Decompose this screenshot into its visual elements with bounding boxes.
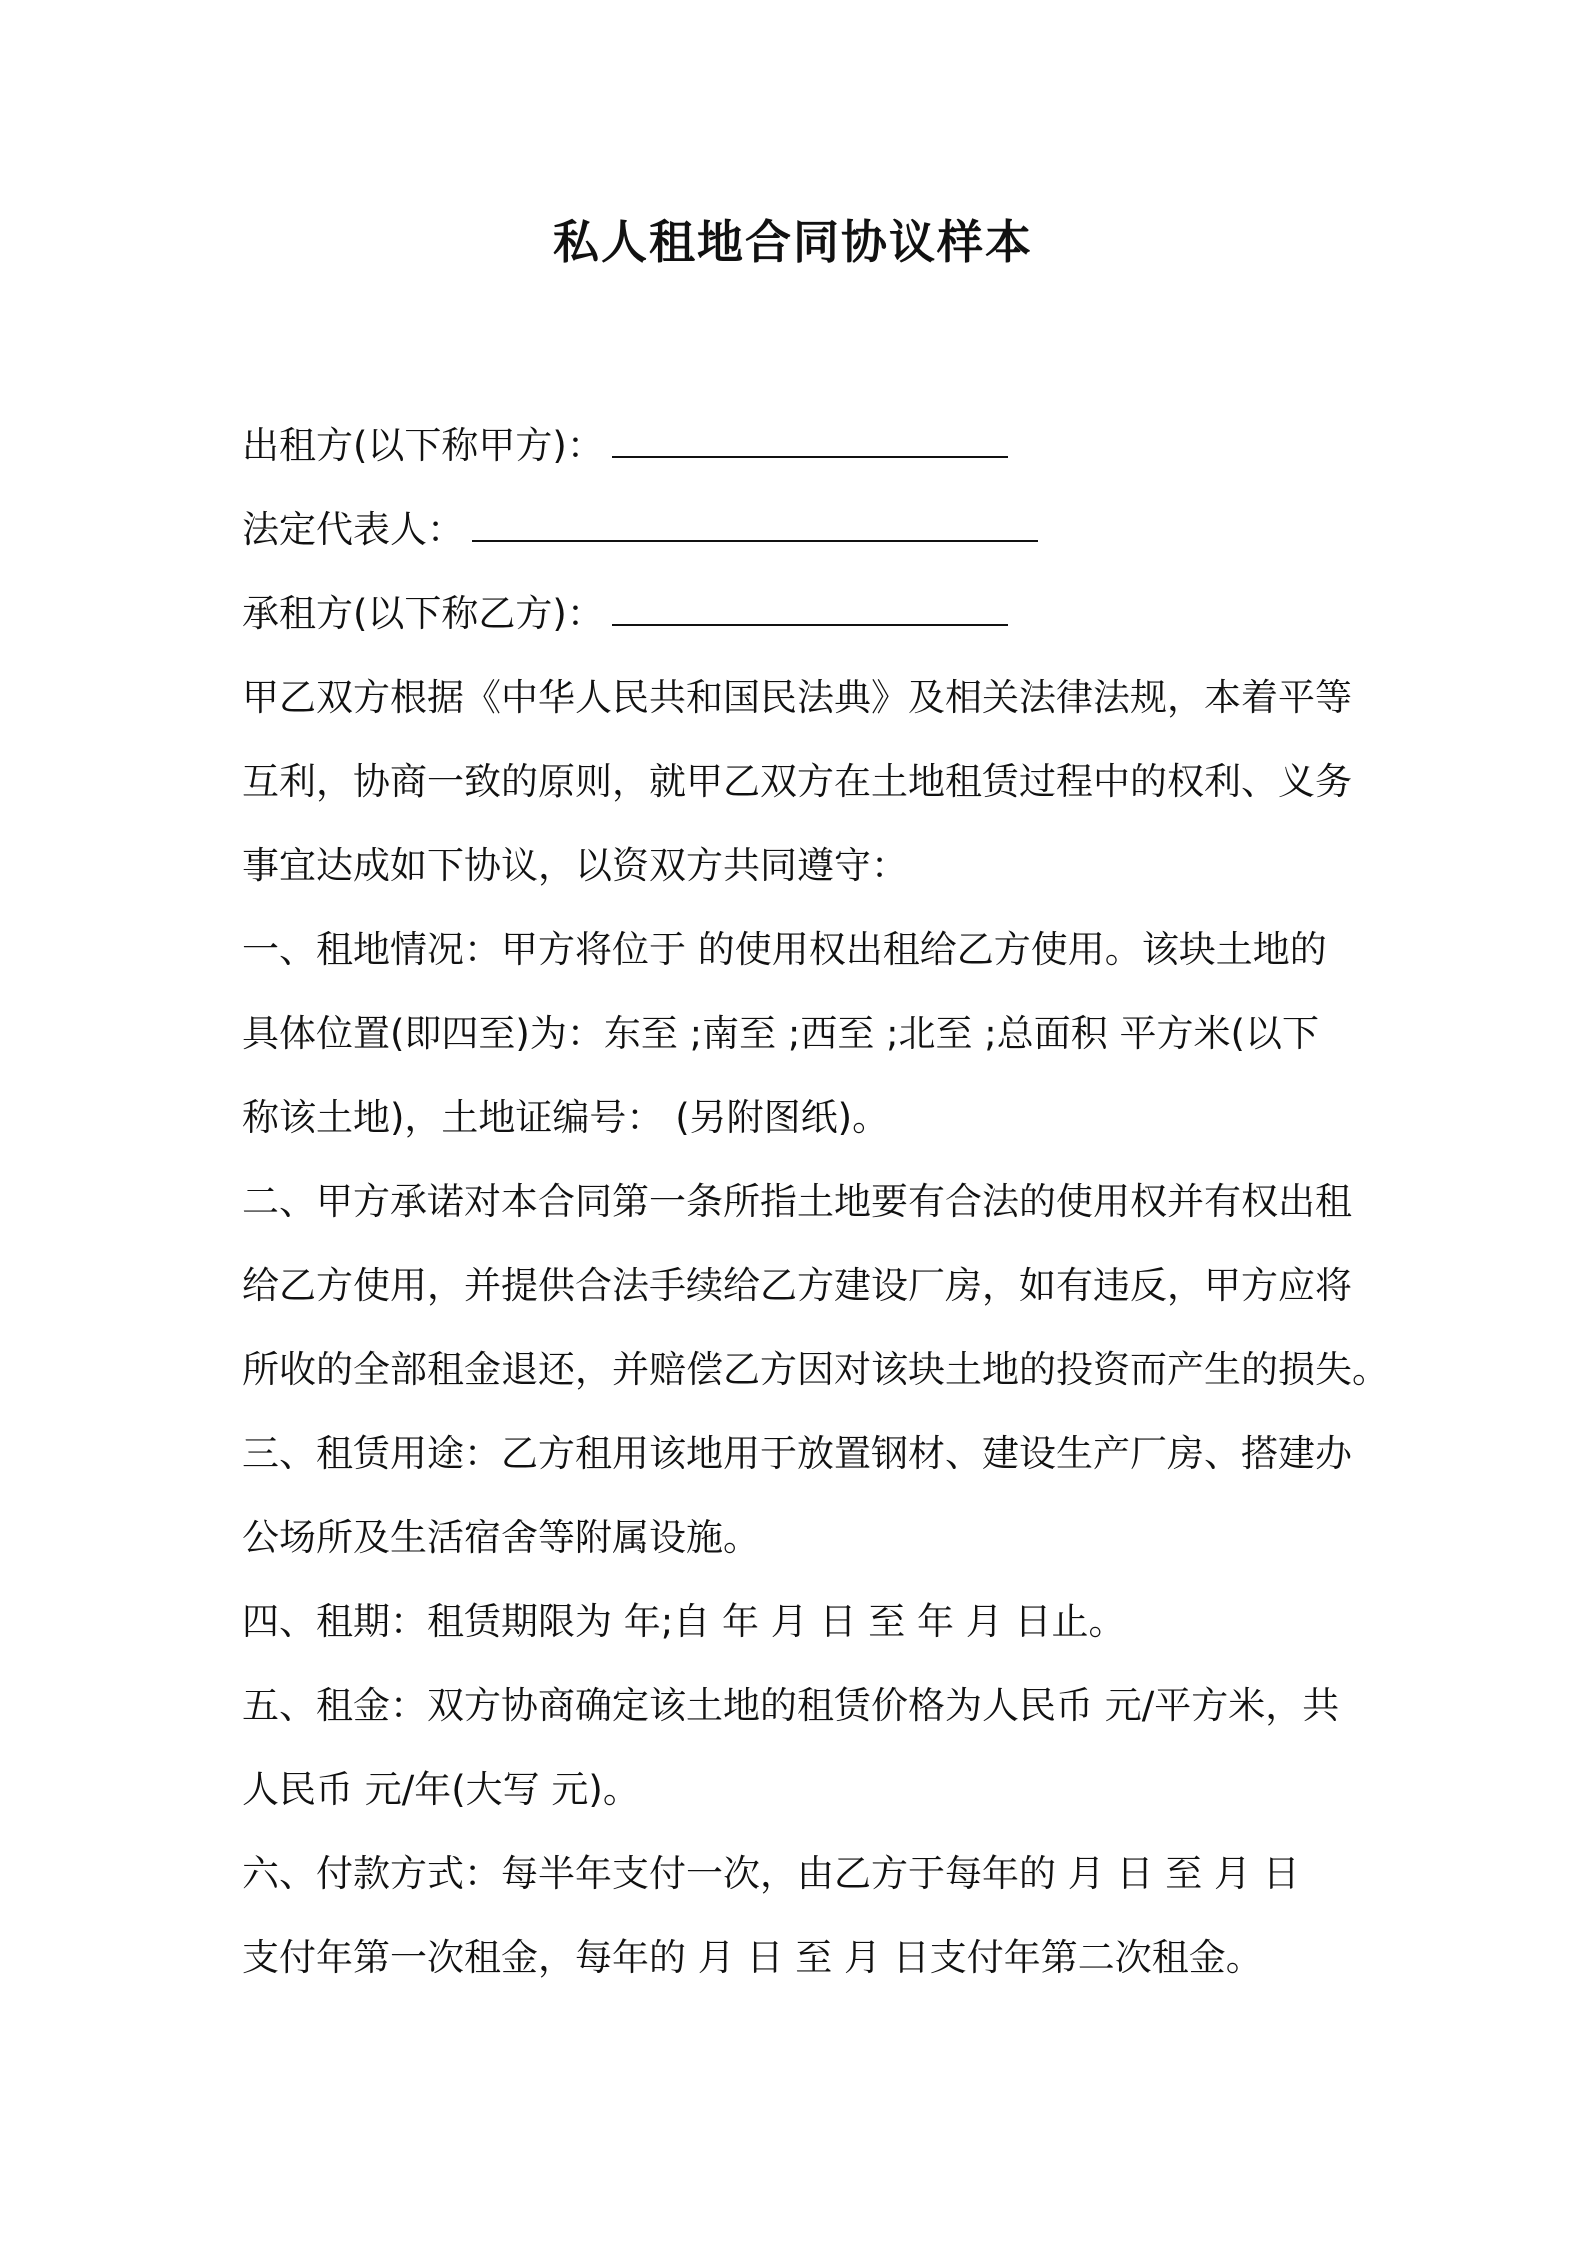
preamble-line: 甲乙双方根据《中华人民共和国民法典》及相关法律法规，本着平等 (242, 676, 1352, 719)
legal-rep-label: 法定代表人： (242, 508, 464, 551)
lessor-label: 出租方(以下称甲方)： (242, 424, 604, 467)
clause-5-line: 人民币 元/年(大写 元)。 (242, 1768, 640, 1811)
clause-3-line: 三、租赁用途：乙方租用该地用于放置钢材、建设生产厂房、搭建办 (242, 1432, 1352, 1475)
clause-6 (242, 1832, 1372, 2000)
clause-3 (242, 1412, 1372, 1580)
preamble (242, 656, 1372, 908)
clause-2-line: 所收的全部租金退还，并赔偿乙方因对该块土地的投资而产生的损失。 (242, 1348, 1389, 1391)
clause-4 (242, 1580, 1372, 1664)
lessor-blank[interactable] (612, 408, 1008, 458)
clause-6-line: 支付年第一次租金，每年的 月 日 至 月 日支付年第二次租金。 (242, 1936, 1263, 1979)
clause-2-line: 给乙方使用，并提供合法手续给乙方建设厂房，如有违反，甲方应将 (242, 1264, 1352, 1307)
clause-5-line: 五、租金：双方协商确定该土地的租赁价格为人民币 元/平方米，共 (242, 1684, 1340, 1727)
clause-1-line: 一、租地情况：甲方将位于 的使用权出租给乙方使用。该块土地的 (242, 928, 1327, 971)
clause-2 (242, 1160, 1389, 1412)
document-body (242, 404, 1389, 2000)
document-title: 私人租地合同协议样本 (553, 215, 1033, 269)
preamble-line: 事宜达成如下协议，以资双方共同遵守： (242, 844, 908, 887)
lessee-blank[interactable] (612, 576, 1008, 626)
clause-2-line: 二、甲方承诺对本合同第一条所指土地要有合法的使用权并有权出租 (242, 1180, 1352, 1223)
clause-3-line: 公场所及生活宿舍等附属设施。 (242, 1516, 760, 1559)
clause-5 (242, 1664, 1372, 1832)
legal-rep-line (242, 488, 1372, 572)
lessee-label: 承租方(以下称乙方)： (242, 592, 604, 635)
preamble-line: 互利，协商一致的原则，就甲乙双方在土地租赁过程中的权利、义务 (242, 760, 1352, 803)
lessor-line (242, 404, 1372, 488)
clause-1 (242, 908, 1372, 1160)
lessee-line (242, 572, 1372, 656)
clause-4-line: 四、租期：租赁期限为 年;自 年 月 日 至 年 月 日止。 (242, 1600, 1126, 1643)
clause-6-line: 六、付款方式：每半年支付一次，由乙方于每年的 月 日 至 月 日 (242, 1852, 1300, 1895)
clause-1-line: 具体位置(即四至)为：东至 ;南至 ;西至 ;北至 ;总面积 平方米(以下 (242, 1012, 1319, 1055)
clause-1-line: 称该土地)，土地证编号： (另附图纸)。 (242, 1096, 890, 1139)
legal-rep-blank[interactable] (472, 492, 1038, 542)
